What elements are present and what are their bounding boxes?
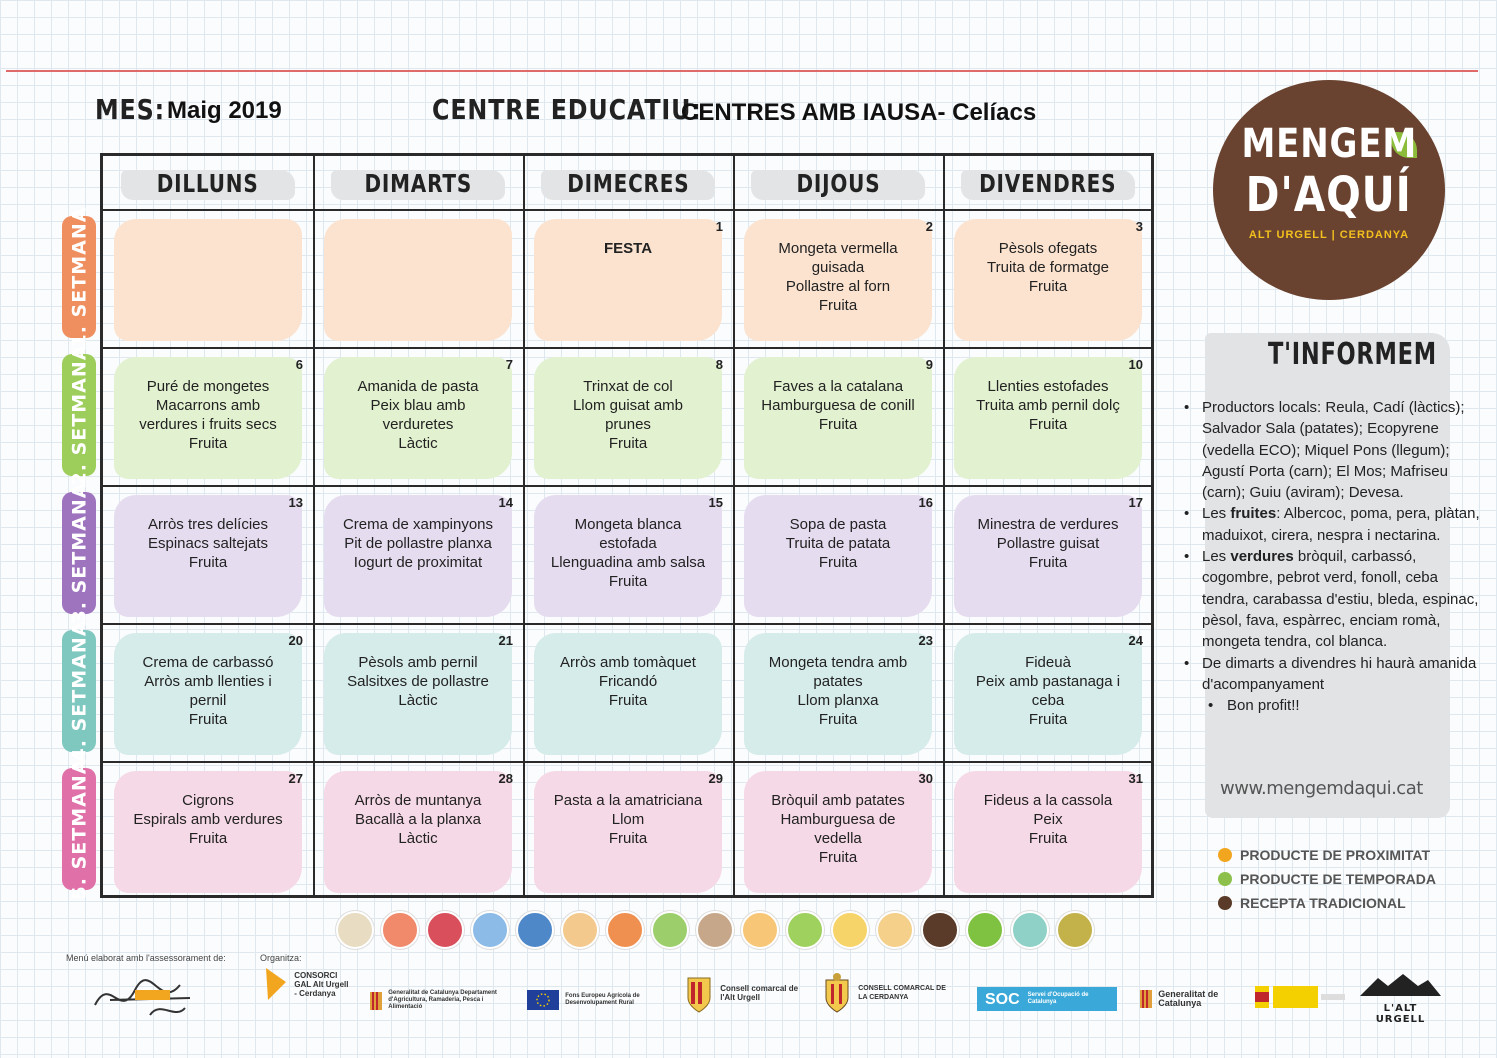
dish-line: Hamburguesa de conill xyxy=(761,397,915,414)
legend-label: PRODUCTE DE PROXIMITAT xyxy=(1240,847,1431,863)
dish-line: Fruita xyxy=(1028,416,1068,433)
week-label: 4. SETMANA xyxy=(68,620,90,762)
dish-line: Fruita xyxy=(818,554,858,571)
day-number: 31 xyxy=(1128,771,1143,786)
menu-dishes xyxy=(749,653,927,729)
menu-dishes xyxy=(119,377,297,453)
consell-cerdanya-text: CONSELL COMARCAL DE LA CERDANYA xyxy=(858,985,946,1001)
dish-line: FESTA xyxy=(603,240,653,257)
info-item-text: Productors locals: Reula, Cadí (làctics); Salvador Sala (patates); Ecopyrene (vedella ECO); Miquel Pons (llegum); Agustí Porta (carn); El Mos; Mafriseu (carn); Guiu (aviram); Devesa. xyxy=(1202,399,1465,502)
dish-line: Fruita xyxy=(1028,830,1068,847)
week-tab xyxy=(62,620,96,762)
day-header-dimarts xyxy=(313,156,523,211)
dish-line: Arròs de muntanya xyxy=(354,792,482,809)
menu-dishes xyxy=(749,791,927,867)
menu-cell xyxy=(943,625,1153,763)
info-item xyxy=(1180,546,1480,652)
day-number: 7 xyxy=(505,357,513,372)
dish-line: Pèsols amb pernil xyxy=(358,654,478,671)
menu-calendar xyxy=(100,153,1154,898)
bread-icon xyxy=(876,911,914,949)
menu-cell xyxy=(943,211,1153,349)
alt-urgell-logo xyxy=(1358,972,1443,1025)
cell-background xyxy=(324,219,512,341)
menu-cell xyxy=(733,763,943,901)
week-label: 2. SETMANA xyxy=(68,344,90,486)
dish-line: Fruita xyxy=(188,711,228,728)
day-header-label: DIVENDRES xyxy=(979,169,1117,198)
menu-cell xyxy=(943,763,1153,901)
dish-line: Minestra de verdures xyxy=(977,516,1119,533)
menu-dishes xyxy=(539,791,717,848)
fish-icon xyxy=(471,911,509,949)
vegetables-icon xyxy=(606,911,644,949)
dish-line: Espinacs saltejats xyxy=(147,535,269,552)
legend-row xyxy=(1218,891,1436,915)
week-tab xyxy=(62,206,96,348)
dish-line: Faves a la catalana xyxy=(772,378,904,395)
cell-background xyxy=(534,219,722,341)
dish-line: guisada xyxy=(811,259,865,276)
dish-line: Fideus a la cassola xyxy=(983,792,1113,809)
week-label: 1. SETMANA xyxy=(68,206,90,348)
day-header-label: DIJOUS xyxy=(796,169,880,198)
menu-dishes xyxy=(539,377,717,453)
generalitat-text: Generalitat de Catalunya xyxy=(1158,989,1219,1008)
dish-line: Fruita xyxy=(188,554,228,571)
info-item-text: Les xyxy=(1202,548,1231,566)
organitza-label: Organitza: xyxy=(260,953,302,963)
day-number: 29 xyxy=(708,771,723,786)
website-link[interactable]: www.mengemdaqui.cat xyxy=(1220,778,1423,799)
dish-line: ceba xyxy=(1031,692,1065,709)
week-tab xyxy=(62,758,96,900)
menu-dishes xyxy=(959,653,1137,729)
menu-cell xyxy=(313,763,523,901)
cell-background xyxy=(114,219,302,341)
day-header-divendres xyxy=(943,156,1153,211)
dish-line: Arròs amb tomàquet xyxy=(560,654,696,671)
menu-dishes xyxy=(959,239,1137,296)
info-item-text: bròquil, carbassó, cogombre, pebrot verd, fonoll, ceba tendra, carabassa d'estiu, bleda, espinac, pèsol, fava, espàrrec, enciam romà, mongeta tendra, col blanca. xyxy=(1202,548,1479,651)
dish-line: verduretes xyxy=(382,416,454,433)
menu-cell xyxy=(733,625,943,763)
pasta-icon xyxy=(561,911,599,949)
sausage-icon xyxy=(426,911,464,949)
dish-line: Llenguadina amb salsa xyxy=(550,554,706,571)
dish-line: Fruita xyxy=(608,830,648,847)
dish-line: Espirals amb verdures xyxy=(133,811,283,828)
dish-line: prunes xyxy=(605,416,651,433)
dish-line: Truita amb pernil dolç xyxy=(976,397,1120,414)
menu-cell xyxy=(103,763,313,901)
legend-dot-icon xyxy=(1218,896,1232,910)
day-number: 28 xyxy=(498,771,513,786)
day-number: 8 xyxy=(715,357,723,372)
dish-line: Crema de xampinyons xyxy=(342,516,494,533)
dish-line: pernil xyxy=(189,692,227,709)
menu-dishes xyxy=(329,377,507,453)
menu-cell xyxy=(103,211,313,349)
info-item-text: : Albercoc, poma, pera, plàtan, maduixot, cirera, nespra i nectarina. xyxy=(1202,505,1480,544)
dish-line: Sopa de pasta xyxy=(789,516,887,533)
info-item-bold: fruites xyxy=(1230,505,1277,523)
menu-cell xyxy=(523,763,733,901)
generalitat-logo xyxy=(1140,990,1250,1008)
dish-line: Fruita xyxy=(188,830,228,847)
menu-dishes xyxy=(119,515,297,572)
spain-gov-logo xyxy=(1255,986,1345,1008)
oil-icon xyxy=(1056,911,1094,949)
menu-dishes xyxy=(539,515,717,591)
day-number: 27 xyxy=(288,771,303,786)
consell-cerdanya-logo xyxy=(822,972,957,1014)
week-tab xyxy=(62,344,96,486)
centre-label: CENTRE EDUCATIU: xyxy=(432,93,702,126)
soc-sub-text: Servei d'Ocupació de Catalunya xyxy=(1027,992,1089,1005)
info-item xyxy=(1180,397,1480,503)
logo-line3: ALT URGELL | CERDANYA xyxy=(1248,229,1410,241)
dish-line: Fruita xyxy=(818,849,858,866)
poultry-icon xyxy=(741,911,779,949)
day-number: 10 xyxy=(1128,357,1143,372)
day-header-label: DIMECRES xyxy=(566,169,690,198)
page-margin-line xyxy=(6,70,1478,72)
dish-line: Pit de pollastre planxa xyxy=(344,535,492,552)
day-number: 3 xyxy=(1135,219,1143,234)
centre-value: CENTRES AMB IAUSA- Celíacs xyxy=(681,99,1037,126)
week-label: 5. SETMANA xyxy=(68,758,90,900)
day-number: 20 xyxy=(288,633,303,648)
menu-cell xyxy=(943,487,1153,625)
dish-line: Pollastre guisat xyxy=(996,535,1100,552)
info-sub-item: • Bon profit!! xyxy=(1180,695,1480,716)
day-number: 17 xyxy=(1128,495,1143,510)
logo-line2: D'AQUÍ xyxy=(1245,167,1413,223)
dish-line: Pasta a la amatriciana xyxy=(553,792,703,809)
dish-line: Llom xyxy=(611,811,645,828)
menu-cell xyxy=(943,349,1153,487)
month-label: MES: xyxy=(95,93,166,126)
dish-line: Trinxat de col xyxy=(583,378,673,395)
week-label: 3. SETMANA xyxy=(68,482,90,624)
info-item xyxy=(1180,653,1480,696)
generalitat-dept-text: Generalitat de Catalunya Departament d'Agricultura, Ramaderia, Pesca i Alimentació xyxy=(388,990,497,1010)
dish-line: Fruita xyxy=(608,692,648,709)
dish-line: Mongeta blanca xyxy=(574,516,682,533)
day-number: 2 xyxy=(925,219,933,234)
dish-line: Peix xyxy=(1033,811,1063,828)
greens-icon xyxy=(651,911,689,949)
dish-line: verdures i fruits secs xyxy=(139,416,277,433)
eco-icon xyxy=(966,911,1004,949)
nutritionist-signature xyxy=(90,970,200,1025)
info-item-text: Les xyxy=(1202,505,1231,523)
menu-cell xyxy=(313,211,523,349)
consorci-text: CONSORCI GAL Alt Urgell - Cerdanya xyxy=(294,970,349,998)
menu-dishes xyxy=(959,791,1137,848)
day-header-label: DIMARTS xyxy=(364,169,472,198)
legend xyxy=(1218,843,1436,915)
assessorament-label: Menú elaborat amb l'assessorament de: xyxy=(66,953,226,963)
day-number: 13 xyxy=(288,495,303,510)
legend-dot-icon xyxy=(1218,848,1232,862)
dish-line: Cigrons xyxy=(182,792,234,809)
dish-line: Bacallà a la planxa xyxy=(355,811,481,828)
dish-line: Fruita xyxy=(818,416,858,433)
dessert-icon xyxy=(831,911,869,949)
legend-label: PRODUCTE DE TEMPORADA xyxy=(1240,871,1437,887)
menu-dishes xyxy=(749,377,927,434)
soc-logo xyxy=(977,987,1117,1011)
menu-cell xyxy=(523,349,733,487)
menu-cell xyxy=(523,487,733,625)
menu-cell xyxy=(313,487,523,625)
menu-dishes xyxy=(329,515,507,572)
menu-dishes xyxy=(539,653,717,710)
dish-line: Peix blau amb xyxy=(370,397,466,414)
week-tab xyxy=(62,482,96,624)
dish-line: Làctic xyxy=(398,692,438,709)
dish-line: Fruita xyxy=(1028,554,1068,571)
legend-label: RECEPTA TRADICIONAL xyxy=(1240,895,1406,911)
menu-dishes xyxy=(329,653,507,710)
menu-cell xyxy=(733,211,943,349)
dish-line: Truita de patata xyxy=(785,535,891,552)
dish-line: Fricandó xyxy=(598,673,658,690)
cereal-icon xyxy=(336,911,374,949)
info-list xyxy=(1180,397,1480,716)
day-header-label: DILLUNS xyxy=(157,169,259,198)
drink-icon xyxy=(1011,911,1049,949)
legend-row xyxy=(1218,867,1436,891)
dish-line: Peix amb pastanaga i xyxy=(975,673,1121,690)
menu-cell xyxy=(103,487,313,625)
dish-line: Hamburguesa de xyxy=(780,811,896,828)
dish-line: Fruita xyxy=(818,711,858,728)
menu-cell xyxy=(313,349,523,487)
dish-line: Amanida de pasta xyxy=(357,378,479,395)
meat-icon xyxy=(381,911,419,949)
day-number: 16 xyxy=(918,495,933,510)
legend-dot-icon xyxy=(1218,872,1232,886)
dish-line: Fruita xyxy=(608,435,648,452)
leaf-icon xyxy=(921,911,959,949)
dish-line: Bròquil amb patates xyxy=(771,792,905,809)
dish-line: Truita de formatge xyxy=(987,259,1109,276)
dish-line: Fruita xyxy=(1028,278,1068,295)
day-header-dijous xyxy=(733,156,943,211)
info-item-bold: verdures xyxy=(1230,548,1294,566)
day-number: 23 xyxy=(918,633,933,648)
menu-dishes xyxy=(539,239,717,258)
dish-line: Pèsols ofegats xyxy=(998,240,1098,257)
menu-dishes xyxy=(959,515,1137,572)
month-value: Maig 2019 xyxy=(167,97,282,124)
menu-dishes xyxy=(329,791,507,848)
menu-cell xyxy=(733,349,943,487)
dish-line: Llenties estofades xyxy=(987,378,1109,395)
dish-line: Arròs tres delícies xyxy=(147,516,269,533)
dish-line: Fruita xyxy=(818,297,858,314)
dish-line: Llom guisat amb xyxy=(572,397,684,414)
feader-logo xyxy=(527,990,667,1010)
menu-cell xyxy=(313,625,523,763)
day-number: 14 xyxy=(498,495,513,510)
menu-dishes xyxy=(119,791,297,848)
mengem-daqui-logo xyxy=(1213,80,1445,300)
dish-line: vedella xyxy=(814,830,862,847)
dish-line: Arròs amb llenties i xyxy=(144,673,272,690)
day-header-dilluns xyxy=(103,156,313,211)
legend-row xyxy=(1218,843,1436,867)
menu-cell xyxy=(103,625,313,763)
day-number: 9 xyxy=(925,357,933,372)
dish-line: Crema de carbassó xyxy=(142,654,274,671)
dish-line: Iogurt de proximitat xyxy=(353,554,483,571)
day-number: 30 xyxy=(918,771,933,786)
consell-alt-urgell-text: Consell comarcal de l'Alt Urgell xyxy=(720,984,799,1002)
dish-line: Mongeta tendra amb xyxy=(768,654,908,671)
dish-line: Fruita xyxy=(1028,711,1068,728)
dish-line: Salsitxes de pollastre xyxy=(347,673,489,690)
menu-cell xyxy=(103,349,313,487)
dish-line: Fruita xyxy=(188,435,228,452)
dish-line: Làctic xyxy=(398,435,438,452)
consell-alt-urgell-logo xyxy=(684,972,804,1014)
day-number: 15 xyxy=(708,495,723,510)
menu-cell xyxy=(733,487,943,625)
dish-line: Fideuà xyxy=(1025,654,1071,671)
dish-line: Llom planxa xyxy=(797,692,879,709)
consorci-logo xyxy=(264,966,354,1002)
menu-dishes xyxy=(749,239,927,315)
fruit-icon xyxy=(786,911,824,949)
day-number: 1 xyxy=(715,219,723,234)
dish-line: Puré de mongetes xyxy=(146,378,270,395)
soc-text: SOC xyxy=(985,990,1020,1008)
generalitat-dept-logo xyxy=(370,990,510,1011)
food-icons-row xyxy=(336,911,1094,949)
logo-line1: MENGEM xyxy=(1241,121,1417,167)
dish-line: Làctic xyxy=(398,830,438,847)
day-header-dimecres xyxy=(523,156,733,211)
info-item xyxy=(1180,503,1480,546)
day-number: 6 xyxy=(295,357,303,372)
menu-cell xyxy=(523,625,733,763)
info-title: T'INFORMEM xyxy=(1268,337,1437,372)
menu-dishes xyxy=(119,653,297,729)
menu-dishes xyxy=(959,377,1137,434)
menu-dishes xyxy=(749,515,927,572)
info-item-text: De dimarts a divendres hi haurà amanida d'acompanyament xyxy=(1202,654,1477,693)
spiral-binding xyxy=(0,0,1497,22)
dish-line: Fruita xyxy=(608,573,648,590)
day-number: 24 xyxy=(1128,633,1143,648)
day-number: 21 xyxy=(498,633,513,648)
dish-line: Macarrons amb xyxy=(155,397,261,414)
menu-cell xyxy=(523,211,733,349)
legumes-icon xyxy=(696,911,734,949)
dish-line: Pollastre al forn xyxy=(785,278,891,295)
feader-text: Fons Europeu Agrícola de Desenvolupament Rural xyxy=(565,993,640,1006)
dish-line: estofada xyxy=(599,535,657,552)
dish-line: Mongeta vermella xyxy=(778,240,898,257)
alt-urgell-text: L'ALT URGELL xyxy=(1375,1003,1426,1025)
blue-fish-icon xyxy=(516,911,554,949)
dish-line: patates xyxy=(813,673,863,690)
